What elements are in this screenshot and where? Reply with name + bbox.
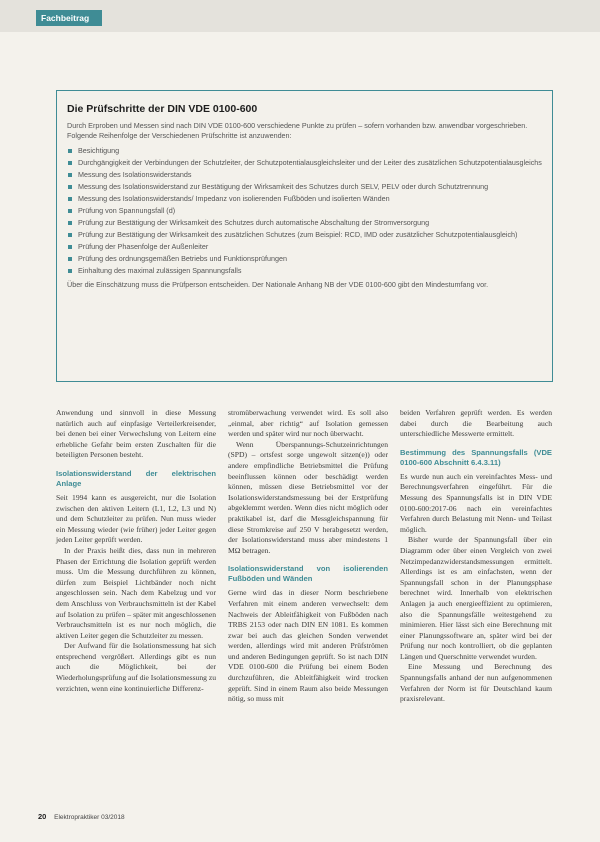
checklist-item-text: Prüfung zur Bestätigung der Wirksamkeit des Schutzes durch automatische Abschaltung der Stromversorgung	[78, 218, 430, 227]
checklist-item-text: Besichtigung	[78, 146, 120, 155]
header-bar	[0, 0, 600, 32]
text-column-1	[56, 408, 216, 694]
square-bullet-icon	[68, 221, 72, 225]
checklist-item-text: Einhaltung des maximal zulässigen Spannungsfalls	[78, 266, 242, 275]
square-bullet-icon	[68, 269, 72, 273]
info-box	[56, 90, 553, 382]
paragraph: Seit 1994 kann es ausgereicht, nur die Isolation zwischen den aktiven Leitern (L1, L2, L3 und N) und dem Schutzleiter zu prüfen. Nun muss wieder ein Messung wieder (wie früher) jeder Leiter gegen jeden Leiter geprüft werden.	[56, 492, 216, 545]
square-bullet-icon	[68, 245, 72, 249]
section-heading: Isolationswiderstand von isolierenden Fußböden und Wänden	[228, 564, 388, 584]
category-label: Fachbeitrag	[36, 10, 102, 26]
square-bullet-icon	[68, 149, 72, 153]
text-column-2	[228, 408, 388, 705]
paragraph: stromüberwachung verwendet wird. Es soll also „einmal, aber richtig“ auf Isolation gemessen werden und später wird nur noch überwacht.	[228, 408, 388, 439]
checklist-item-text: Prüfung des ordnungsgemäßen Betriebs und Funktionsprüfungen	[78, 254, 287, 263]
publication-name: Elektropraktiker 03/2018	[54, 814, 125, 821]
checklist-item	[67, 218, 544, 228]
paragraph: Anwendung und sinnvoll in diese Messung natürlich auch auf einpfasige Verteilerkreisender, bei denen bei einer Verwechslung von Leitern eine erhebliche Gefahr beim ersten Zuschalten für die beteiligten Personen besteht.	[56, 408, 216, 460]
checklist-item-text: Durchgängigkeit der Verbindungen der Schutzleiter, der Schutzpotentialausgleichsleiter und der Leiter des zusätzlichen Schutzpotentialausgleichs	[78, 158, 542, 167]
square-bullet-icon	[68, 233, 72, 237]
box-checklist	[67, 146, 544, 276]
checklist-item	[67, 158, 544, 168]
checklist-item-text: Messung des Isolationswiderstand zur Bestätigung der Wirksamkeit des Schutzes durch SELV, PELV oder durch Schutztrennung	[78, 182, 489, 191]
square-bullet-icon	[68, 209, 72, 213]
checklist-item	[67, 182, 544, 192]
page-number: 20	[38, 812, 47, 821]
checklist-item-text: Prüfung von Spannungsfall (d)	[78, 206, 176, 215]
square-bullet-icon	[68, 173, 72, 177]
text-column-3	[400, 408, 552, 705]
section-heading: Bestimmung des Spannungsfalls (VDE 0100-600 Abschnitt 6.4.3.11)	[400, 447, 552, 467]
paragraph: Wenn Überspannungs-Schutzeinrichtungen (SPD) – ortsfest sorge ungewolt sitzen(e)) oder andere empfindliche Betriebsmittel die Prüfung beeinflussen können oder beschädigt werden können, müssen diese Betriebsmittel vor der Isolationswiderstandsmessung bei der Erstprüfung abgeklemmt werden. Wenn dies nicht möglich oder praktikabel ist, darf die Messgleichspannung für diese Stromkreise auf 250 V herabgesetzt werden, der Isolationswiderstand muss aber mindestens 1 MΩ betragen.	[228, 439, 388, 555]
checklist-item-text: Messung des Isolationswiderstands	[78, 170, 192, 179]
paragraph: Der Aufwand für die Isolationsmessung hat sich entsprechend vergrößert. Allerdings gibt es nun auch die Möglichkeit, bei der Wiederholungsprüfung auf die Isolationsmessung zu verzichten, wenn eine kontinuierliche Differenz-	[56, 641, 216, 693]
checklist-item-text: Prüfung der Phasenfolge der Außenleiter	[78, 242, 209, 251]
paragraph: In der Praxis heißt dies, dass nun in mehreren Phasen der Errichtung die Isolation geprüft werden muss. Um die Messung durchführen zu können, dürfen zum Beispiel Lichtbänder noch nicht angeschlossen sein. Nach dem Kabelzug und vor dem Anschluss von Verbrauchsmitteln ist der Kabel auf Isolation zu prüfen – später mit angeschlossenen Verbrauchsmitteln ist es nur noch möglich, die aktiven Leiter gegen die Schutzleiter zu messen.	[56, 545, 216, 640]
checklist-item	[67, 254, 544, 264]
checklist-item	[67, 206, 544, 216]
square-bullet-icon	[68, 185, 72, 189]
square-bullet-icon	[68, 197, 72, 201]
paragraph: Es wurde nun auch ein vereinfachtes Mess- und Berechnungsverfahren eingeführt. Für die Messung des Spannungsfalls ist in DIN VDE 0100-600:2017-06 nach ein vereinfachtes Verfahren durch Belastung mit Nenn- und Teilast möglich.	[400, 471, 552, 534]
paragraph: Eine Messung und Berechnung des Spannungsfalls anhand der nun aufgenommenen Verfahren der Norm ist für Deutschland kaum praxisrelevant.	[400, 662, 552, 704]
square-bullet-icon	[68, 161, 72, 165]
checklist-item	[67, 230, 544, 240]
box-intro: Durch Erproben und Messen sind nach DIN VDE 0100-600 verschiedene Punkte zu prüfen – sofern vorhanden bzw. anwendbar vorgeschrieben. Folgende Reihenfolge der Verschiedenen Prüfschritte ist anzuwenden:	[67, 121, 528, 140]
paragraph: Bisher wurde der Spannungsfall über ein Diagramm oder über einen Vergleich von zwei Netzimpedanzwiderstandsmessungen ermittelt. Allerdings ist es am einfachsten, wenn der Spannungsfall schon in der Planungsphase berechnet wird. Innerhalb von elektrischen Anlagen ja auch energieeffizient zu optimieren, also die Spannungsfälle weitestgehend zu minimieren. Hier lässt sich eine Berechnung mit einer Planungssoftware an, später wird bei der Prüfung nur noch kontrolliert, ob die geplanten Längen und Querschnitte verwendet wurden.	[400, 535, 552, 661]
checklist-item	[67, 146, 544, 156]
box-outro: Über die Einschätzung muss die Prüfperson entscheiden. Der Nationale Anhang NB der VDE 0100-600 gibt den Mindestumfang vor.	[67, 280, 489, 289]
checklist-item-text: Prüfung zur Bestätigung der Wirksamkeit des zusätzlichen Schutzes (zum Beispiel: RCD, IMD oder zusätzlicher Schutzpotentialausgleich)	[78, 230, 518, 239]
checklist-item	[67, 242, 544, 252]
section-heading: Isolationswiderstand der elektrischen Anlage	[56, 468, 216, 488]
paragraph: Gerne wird das in dieser Norm beschriebene Verfahren mit einem anderen verwechselt: dem Nachweis der Ableitfähigkeit von Fußböden nach TRBS 2153 oder nach DIN EN 1081. Es kommen zwar bei auch das gleichen Sonden verwendet werden, allerdings wird mit anderen Prüfströmen und anderen Bedingungen geprüft. So ist nach DIN VDE 0100-600 die Prüfung bei einem Boden durchzuführen, die Ableitfähigkeit wird trocken geprüft. Sind in einem Raum also beide Messungen nötig, so muss mit	[228, 588, 388, 704]
checklist-item	[67, 266, 544, 276]
box-title: Die Prüfschritte der DIN VDE 0100-600	[67, 103, 258, 115]
checklist-item	[67, 170, 544, 180]
square-bullet-icon	[68, 257, 72, 261]
paragraph: beiden Verfahren geprüft werden. Es werden dabei durch die Bearbeitung auch unterschiedliche Messwerte ermittelt.	[400, 408, 552, 439]
checklist-item-text: Messung des Isolationswiderstands/ Impedanz von isolierenden Fußböden und isolierten Wänden	[78, 194, 390, 203]
page-footer	[38, 812, 125, 821]
checklist-item	[67, 194, 544, 204]
